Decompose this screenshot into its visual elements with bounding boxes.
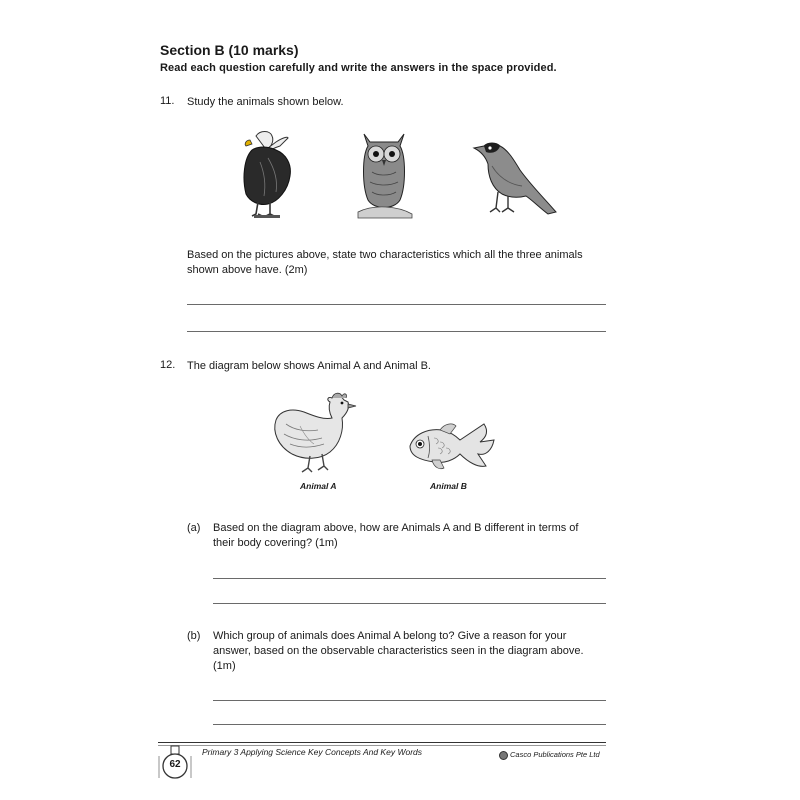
- owl-illustration: [354, 128, 414, 220]
- question-12-prompt: The diagram below shows Animal A and Animal B.: [187, 360, 431, 372]
- question-12b-label: (b): [187, 630, 201, 642]
- publisher-name: Casco Publications Pte Ltd: [510, 750, 600, 759]
- question-11-text-line-2: shown above have. (2m): [187, 264, 308, 276]
- answer-line[interactable]: [213, 578, 606, 579]
- publisher-logo-icon: [499, 751, 508, 760]
- answer-line[interactable]: [187, 331, 606, 332]
- question-12b-text-line-2: answer, based on the observable characteristics seen in the diagram above.: [213, 645, 584, 657]
- songbird-illustration: [468, 136, 560, 218]
- question-11-prompt: Study the animals shown below.: [187, 96, 344, 108]
- question-11-text-line-1: Based on the pictures above, state two characteristics which all the three animals: [187, 249, 583, 261]
- caption-animal-a: Animal A: [300, 481, 337, 491]
- page-number: 62: [169, 759, 181, 770]
- question-12a-text-line-2: their body covering? (1m): [213, 537, 338, 549]
- caption-animal-b: Animal B: [430, 481, 467, 491]
- answer-line[interactable]: [187, 304, 606, 305]
- answer-line[interactable]: [213, 724, 606, 725]
- section-instruction: Read each question carefully and write the answers in the space provided.: [160, 62, 557, 74]
- question-12b-text-line-3: (1m): [213, 660, 236, 672]
- book-title: Primary 3 Applying Science Key Concepts And Key Words: [202, 747, 422, 757]
- question-12a-text-line-1: Based on the diagram above, how are Animals A and B different in terms of: [213, 522, 579, 534]
- goldfish-illustration: [404, 418, 496, 474]
- hen-illustration: [270, 390, 360, 474]
- answer-line[interactable]: [213, 700, 606, 701]
- question-11-number: 11.: [160, 95, 175, 107]
- question-12a-label: (a): [187, 522, 201, 534]
- footer-divider: [158, 742, 606, 743]
- eagle-illustration: [238, 128, 298, 220]
- question-12b-text-line-1: Which group of animals does Animal A belong to? Give a reason for your: [213, 630, 567, 642]
- question-12-number: 12.: [160, 359, 176, 371]
- footer-divider: [158, 745, 606, 746]
- answer-line[interactable]: [213, 603, 606, 604]
- section-title: Section B (10 marks): [160, 42, 299, 58]
